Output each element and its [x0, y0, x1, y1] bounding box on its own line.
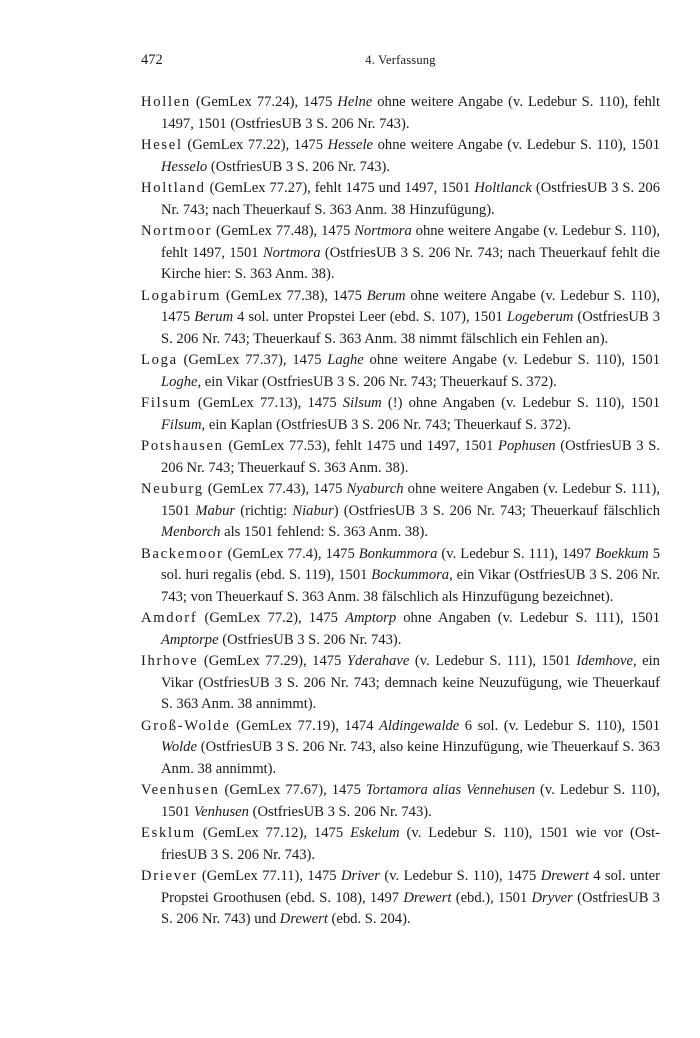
historic-name-form: Idemhove [576, 653, 633, 669]
parish-entry [141, 221, 660, 286]
parish-entry [141, 92, 660, 135]
entry-text: , ein Kaplan (OstfriesUB 3 S. 206 Nr. 743; Theuerkauf S. 372). [201, 416, 571, 433]
historic-name-form: Eskelum [350, 825, 400, 841]
historic-name-form: Wolde [161, 739, 197, 755]
entry-text: (OstfriesUB 3 S. 206 Nr. 743). [207, 158, 391, 175]
historic-name-form: Yderahave [346, 653, 410, 669]
entry-text: 4 sol. unter Propstei Groothusen (ebd. S. 108), 1497 [161, 868, 660, 906]
historic-name-form: Silsum [342, 395, 382, 411]
entry-text: ohne weitere Angabe (v. Ledebur S. 110), fehlt 1497, 1501 (OstfriesUB 3 S. 206 Nr. 743). [161, 94, 661, 132]
entry-text: ) (OstfriesUB 3 S. 206 Nr. 743; Theuerkauf fälschlich [333, 502, 660, 519]
place-name: Logabirum [141, 287, 222, 304]
place-name: Hollen [141, 94, 191, 110]
entry-text: (GemLex 77.2), 1475 [197, 610, 346, 626]
parish-entry [141, 608, 660, 651]
entry-text: (GemLex 77.37), 1475 [177, 352, 328, 368]
historic-name-form: Boekkum [595, 545, 649, 562]
entry-text: (v. Ledebur S. 110), 1501 wie vor (OstfriesUB 3 S. 206 Nr. 743). [161, 825, 660, 863]
entry-text: (ebd. S. 204). [327, 911, 411, 927]
entry-text: (GemLex 77.13), 1475 [191, 395, 343, 411]
historic-name-form: Hessele [327, 137, 373, 153]
historic-name-form: Holtlanck [474, 180, 532, 196]
entry-text: (!) ohne Angaben (v. Ledebur S. 110), 1501 [381, 395, 660, 411]
historic-name-form: Loghe [161, 373, 198, 390]
entry-text: (OstfriesUB 3 S. 206 Nr. 743, also keine Hinzufügung, wie Theuerkauf S. 363 Anm. 38 annimmt). [161, 739, 660, 777]
parish-entry-list [141, 92, 660, 931]
historic-name-form: Driver [341, 868, 380, 884]
entry-text: (ebd.), 1501 [451, 889, 532, 906]
place-name: Potshausen [141, 438, 224, 454]
parish-entry [141, 544, 660, 609]
entry-text: (OstfriesUB 3 S. 206 Nr. 743; Theuerkauf S. 363 Anm. 38). [161, 438, 660, 476]
entry-text: , ein Vikar (OstfriesUB 3 S. 206 Nr. 743; demnach keine Neuzufügung, wie Theuerkauf S. 363 Anm. 38 annimmt). [161, 653, 660, 712]
historic-name-form: Mabur [195, 502, 236, 519]
parish-entry [141, 866, 660, 931]
parish-entry [141, 823, 660, 866]
entry-text: (GemLex 77.38), 1475 [221, 287, 367, 304]
entry-text: 4 sol. unter Propstei Leer (ebd. S. 107), 1501 [233, 309, 507, 325]
entry-text: (OstfriesUB 3 S. 206 Nr. 743). [248, 803, 432, 820]
entry-text: (GemLex 77.43), 1475 [203, 481, 347, 497]
entry-text: (OstfriesUB 3 S. 206 Nr. 743; nach Theuerkauf S. 363 Anm. 38 Hinzufügung). [161, 180, 660, 218]
place-name: Filsum [141, 395, 192, 411]
historic-name-form: Aldingewalde [379, 717, 460, 734]
historic-name-form: Venhusen [193, 803, 249, 820]
entry-text: (OstfriesUB 3 S. 206 Nr. 743). [218, 631, 402, 648]
parish-entry [141, 393, 660, 436]
place-name: Holtland [141, 180, 206, 196]
historic-name-form: Drewert [540, 868, 589, 884]
place-name: Backemoor [141, 545, 224, 562]
historic-name-form: Berum [366, 287, 406, 304]
place-name: Ihrhove [141, 653, 199, 669]
parish-entry [141, 135, 660, 178]
place-name: Veenhusen [141, 782, 220, 798]
entry-text: (GemLex 77.19), 1474 [230, 717, 380, 734]
historic-name-form: Helne [337, 94, 373, 110]
parish-entry [141, 780, 660, 823]
entry-text: (v. Ledebur S. 110), 1475 [379, 868, 541, 884]
historic-name-form: Amptorpe [161, 631, 219, 648]
place-name: Groß-Wolde [141, 717, 231, 734]
historic-name-form: Filsum [161, 416, 202, 433]
historic-name-form: Drewert [279, 911, 328, 927]
parish-entry [141, 716, 660, 781]
entry-text: (GemLex 77.29), 1475 [198, 653, 347, 669]
historic-name-form: Bonkummora [358, 545, 438, 562]
entry-text: (GemLex 77.12), 1475 [195, 825, 351, 841]
place-name: Loga [141, 352, 178, 368]
entry-text: ohne weitere Angabe (v. Ledebur S. 110), 1475 [161, 287, 660, 325]
parish-entry [141, 651, 660, 716]
place-name: Amdorf [141, 610, 198, 626]
historic-name-form: Drewert [403, 889, 452, 906]
historic-name-form: Bockummora [371, 567, 450, 583]
page-number: 472 [141, 52, 163, 68]
parish-entry [141, 350, 660, 393]
entry-text: (OstfriesUB 3 S. 206 Nr. 743) und [161, 889, 660, 927]
entry-text: , ein Vikar (OstfriesUB 3 S. 206 Nr. 743; Theuerkauf S. 372). [197, 373, 557, 390]
entry-text: (GemLex 77.48), 1475 [212, 223, 355, 239]
entry-text: 6 sol. (v. Ledebur S. 110), 1501 [459, 717, 660, 734]
entry-text: ohne weitere Angabe (v. Ledebur S. 110), 1501 [363, 352, 660, 368]
entry-text: (GemLex 77.67), 1475 [219, 782, 366, 798]
place-name: Driever [141, 868, 198, 884]
parish-entry [141, 286, 660, 351]
entry-text: (richtig: [235, 502, 293, 519]
entry-text: (v. Ledebur S. 111), 1497 [437, 545, 596, 562]
chapter-title: 4. Verfassung [365, 53, 436, 67]
entry-text: (GemLex 77.24), 1475 [190, 94, 338, 110]
running-header [141, 52, 660, 72]
historic-name-form: Amptorp [345, 610, 397, 626]
entry-text: (OstfriesUB 3 S. 206 Nr. 743; Theuerkauf S. 363 Anm. 38 nimmt fälschlich ein Fehlen an). [161, 309, 660, 347]
historic-name-form: Tortamora alias Vennehusen [365, 782, 536, 798]
entry-text: ohne Angaben (v. Ledebur S. 111), 1501 [396, 610, 660, 626]
entry-text: als 1501 fehlend: S. 363 Anm. 38). [220, 524, 428, 540]
historic-name-form: Hesselo [161, 158, 208, 175]
entry-text: ohne weitere Angaben (v. Ledebur S. 111), 1501 [161, 481, 660, 519]
entry-text: (GemLex 77.22), 1475 [182, 137, 328, 153]
place-name: Neuburg [141, 481, 204, 497]
parish-entry [141, 178, 660, 221]
entry-text: 5 sol. huri regalis (ebd. S. 119), 1501 [161, 545, 660, 583]
historic-name-form: Dryver [531, 889, 573, 906]
place-name: Nortmoor [141, 223, 213, 239]
entry-text: (GemLex 77.11), 1475 [197, 868, 342, 884]
entry-text: ohne weitere Angabe (v. Ledebur S. 110), fehlt 1497, 1501 [161, 223, 661, 261]
entry-text: (v. Ledebur S. 110), 1501 [161, 782, 660, 820]
historic-name-form: Nortmora [354, 223, 412, 239]
historic-name-form: Logeberum [506, 309, 574, 325]
historic-name-form: Laghe [327, 352, 364, 368]
historic-name-form: Menborch [161, 524, 221, 540]
entry-text: (GemLex 77.4), 1475 [223, 545, 359, 562]
historic-name-form: Niabur [292, 502, 334, 519]
entry-text: (v. Ledebur S. 111), 1501 [409, 653, 577, 669]
entry-text: (GemLex 77.27), fehlt 1475 und 1497, 1501 [205, 180, 475, 196]
entry-text: , ein Vikar (OstfriesUB 3 S. 206 Nr. 743; von Theuerkauf S. 363 Anm. 38 fälschlich als Hinzufügung bezeichnet). [161, 567, 661, 605]
parish-entry [141, 479, 660, 544]
place-name: Esklum [141, 825, 196, 841]
historic-name-form: Nyaburch [346, 481, 404, 497]
historic-name-form: Pophusen [498, 438, 556, 454]
entry-text: (OstfriesUB 3 S. 206 Nr. 743; nach Theuerkauf fehlt die Kirche hier: S. 363 Anm. 38). [161, 244, 660, 282]
parish-entry [141, 436, 660, 479]
historic-name-form: Berum [194, 309, 234, 325]
historic-name-form: Nortmora [262, 244, 321, 261]
entry-text: (GemLex 77.53), fehlt 1475 und 1497, 1501 [223, 438, 499, 454]
place-name: Hesel [141, 137, 183, 153]
entry-text: ohne weitere Angabe (v. Ledebur S. 110), 1501 [373, 137, 660, 153]
